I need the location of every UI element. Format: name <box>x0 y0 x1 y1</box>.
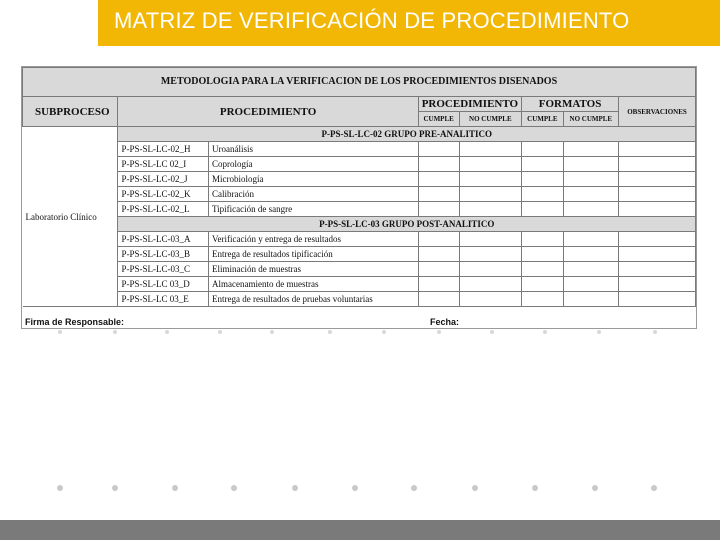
dot <box>328 330 332 334</box>
dot <box>231 485 237 491</box>
cell-cumple[interactable] <box>522 292 564 307</box>
dot <box>57 485 63 491</box>
cell-no-cumple[interactable] <box>563 277 618 292</box>
dot <box>112 485 118 491</box>
cell-no-cumple[interactable] <box>459 262 521 277</box>
row-code: P-PS-SL-LC-02_H <box>118 142 209 157</box>
cell-cumple[interactable] <box>522 157 564 172</box>
dot <box>411 485 417 491</box>
header-observaciones: OBSERVACIONES <box>619 97 696 127</box>
cell-no-cumple[interactable] <box>459 142 521 157</box>
cell-observaciones[interactable] <box>619 232 696 247</box>
cell-no-cumple[interactable] <box>563 187 618 202</box>
dot <box>653 330 657 334</box>
row-code: P-PS-SL-LC-03_A <box>118 232 209 247</box>
table-row <box>23 187 696 202</box>
form-footer <box>22 314 696 328</box>
header-procedimiento-group: PROCEDIMIENTO <box>418 97 521 112</box>
cell-observaciones[interactable] <box>619 142 696 157</box>
row-name: Coprología <box>209 157 419 172</box>
cell-no-cumple[interactable] <box>563 262 618 277</box>
verification-form <box>21 66 697 329</box>
row-name: Verificación y entrega de resultados <box>209 232 419 247</box>
cell-cumple[interactable] <box>522 232 564 247</box>
table-row <box>23 157 696 172</box>
header-formatos: FORMATOS <box>522 97 619 112</box>
row-name: Microbiología <box>209 172 419 187</box>
dot <box>490 330 494 334</box>
row-name: Calibración <box>209 187 419 202</box>
dot <box>172 485 178 491</box>
dot <box>382 330 386 334</box>
cell-observaciones[interactable] <box>619 292 696 307</box>
row-name: Almacenamiento de muestras <box>209 277 419 292</box>
row-code: P-PS-SL-LC 03_E <box>118 292 209 307</box>
row-code: P-PS-SL-LC-03_C <box>118 262 209 277</box>
dot <box>113 330 117 334</box>
cell-cumple[interactable] <box>522 187 564 202</box>
cell-observaciones[interactable] <box>619 202 696 217</box>
header-no-cumple-form: NO CUMPLE <box>563 112 618 127</box>
row-name: Uroanálisis <box>209 142 419 157</box>
bottom-bar <box>0 520 720 540</box>
verification-table <box>22 67 696 307</box>
dot <box>437 330 441 334</box>
cell-cumple[interactable] <box>418 277 459 292</box>
cell-observaciones[interactable] <box>619 157 696 172</box>
dot <box>165 330 169 334</box>
cell-no-cumple[interactable] <box>459 292 521 307</box>
table-row <box>23 292 696 307</box>
table-row <box>23 202 696 217</box>
cell-no-cumple[interactable] <box>459 202 521 217</box>
cell-no-cumple[interactable] <box>459 277 521 292</box>
form-heading: METODOLOGIA PARA LA VERIFICACION DE LOS PROCEDIMIENTOS DISENADOS <box>23 68 696 97</box>
dot <box>292 485 298 491</box>
dot <box>651 485 657 491</box>
dot <box>592 485 598 491</box>
dot <box>543 330 547 334</box>
cell-no-cumple[interactable] <box>563 172 618 187</box>
cell-no-cumple[interactable] <box>563 292 618 307</box>
cell-no-cumple[interactable] <box>459 247 521 262</box>
table-row <box>23 247 696 262</box>
cell-no-cumple[interactable] <box>563 142 618 157</box>
row-code: P-PS-SL-LC-02_L <box>118 202 209 217</box>
header-cumple-proc: CUMPLE <box>418 112 459 127</box>
cell-cumple[interactable] <box>418 157 459 172</box>
dot <box>597 330 601 334</box>
cell-cumple[interactable] <box>418 292 459 307</box>
slide-title: MATRIZ DE VERIFICACIÓN DE PROCEDIMIENTO <box>114 8 630 33</box>
dot <box>352 485 358 491</box>
cell-observaciones[interactable] <box>619 247 696 262</box>
dot <box>270 330 274 334</box>
cell-cumple[interactable] <box>418 172 459 187</box>
cell-observaciones[interactable] <box>619 277 696 292</box>
row-code: P-PS-SL-LC 03_D <box>118 277 209 292</box>
row-name: Entrega de resultados tipificación <box>209 247 419 262</box>
cell-no-cumple[interactable] <box>563 247 618 262</box>
table-row <box>23 277 696 292</box>
cell-cumple[interactable] <box>418 142 459 157</box>
cell-cumple[interactable] <box>522 262 564 277</box>
date-label: Fecha: <box>430 317 460 327</box>
cell-cumple[interactable] <box>418 247 459 262</box>
row-name: Tipificación de sangre <box>209 202 419 217</box>
cell-cumple[interactable] <box>522 247 564 262</box>
cell-cumple[interactable] <box>522 202 564 217</box>
group2-title: P-PS-SL-LC-03 GRUPO POST-ANALITICO <box>118 217 696 232</box>
table-row <box>23 172 696 187</box>
row-code: P-PS-SL-LC-03_B <box>118 247 209 262</box>
signature-label: Firma de Responsable: <box>25 317 125 327</box>
cell-no-cumple[interactable] <box>563 232 618 247</box>
cell-cumple[interactable] <box>418 262 459 277</box>
cell-observaciones[interactable] <box>619 262 696 277</box>
decorative-dots-top <box>0 330 720 340</box>
row-name: Eliminación de muestras <box>209 262 419 277</box>
row-code: P-PS-SL-LC-02_K <box>118 187 209 202</box>
table-row <box>23 142 696 157</box>
cell-cumple[interactable] <box>522 277 564 292</box>
header-procedimiento: PROCEDIMIENTO <box>118 97 418 127</box>
header-subproceso: SUBPROCESO <box>23 97 118 127</box>
row-code: P-PS-SL-LC-02_J <box>118 172 209 187</box>
cell-observaciones[interactable] <box>619 187 696 202</box>
cell-cumple[interactable] <box>418 187 459 202</box>
cell-no-cumple[interactable] <box>563 202 618 217</box>
header-no-cumple-proc: NO CUMPLE <box>459 112 521 127</box>
table-row <box>23 232 696 247</box>
cell-no-cumple[interactable] <box>459 232 521 247</box>
dot <box>218 330 222 334</box>
row-code: P-PS-SL-LC 02_I <box>118 157 209 172</box>
row-name: Entrega de resultados de pruebas voluntarias <box>209 292 419 307</box>
group1-title: P-PS-SL-LC-02 GRUPO PRE-ANALITICO <box>118 127 696 142</box>
cell-no-cumple[interactable] <box>459 187 521 202</box>
cell-cumple[interactable] <box>522 172 564 187</box>
subprocess-cell: Laboratorio Clínico <box>23 127 118 307</box>
dot <box>58 330 62 334</box>
cell-cumple[interactable] <box>418 202 459 217</box>
cell-no-cumple[interactable] <box>459 157 521 172</box>
dot <box>532 485 538 491</box>
cell-no-cumple[interactable] <box>563 157 618 172</box>
header-cumple-form: CUMPLE <box>522 112 564 127</box>
cell-cumple[interactable] <box>418 232 459 247</box>
cell-no-cumple[interactable] <box>459 172 521 187</box>
cell-observaciones[interactable] <box>619 172 696 187</box>
cell-cumple[interactable] <box>522 142 564 157</box>
decorative-dots-bottom <box>0 485 720 495</box>
table-row <box>23 262 696 277</box>
dot <box>472 485 478 491</box>
title-bar <box>98 0 720 46</box>
